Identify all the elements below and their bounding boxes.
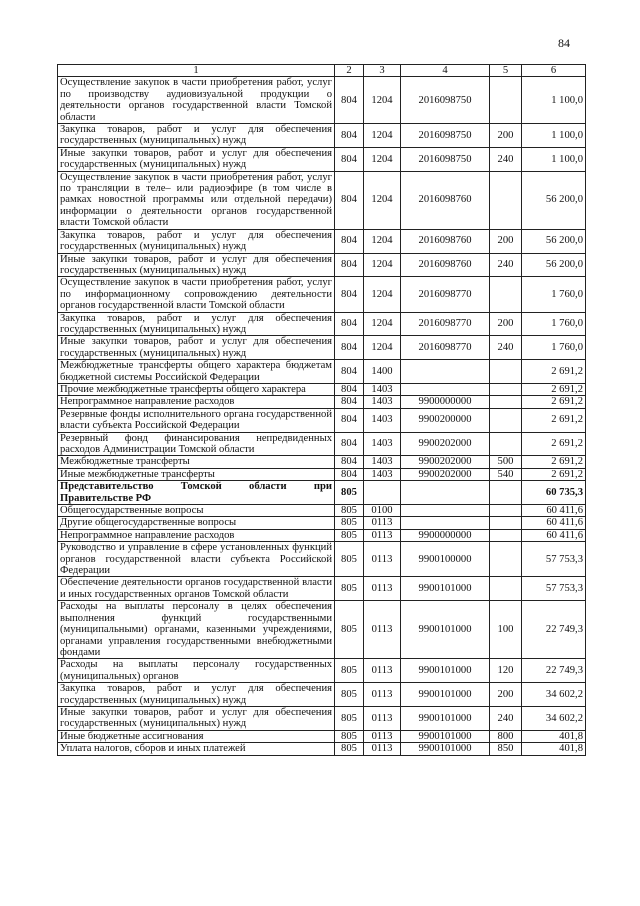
- row-target-code: 9900101000: [401, 601, 490, 659]
- row-amount: 2 691,2: [522, 360, 586, 384]
- row-amount: 60 411,6: [522, 517, 586, 529]
- row-ved-code: 804: [335, 336, 364, 360]
- row-ved-code: 804: [335, 408, 364, 432]
- row-target-code: 2016098770: [401, 312, 490, 336]
- header-cell: 5: [490, 65, 522, 77]
- row-expense-type: [490, 505, 522, 517]
- row-expense-type: [490, 542, 522, 577]
- row-amount: 1 760,0: [522, 277, 586, 312]
- header-cell: 6: [522, 65, 586, 77]
- row-expense-type: 120: [490, 659, 522, 683]
- table-row: [58, 542, 586, 577]
- row-target-code: 9900101000: [401, 706, 490, 730]
- row-target-code: 9900101000: [401, 659, 490, 683]
- row-amount: 60 735,3: [522, 481, 586, 505]
- row-expense-type: 240: [490, 253, 522, 277]
- row-target-code: [401, 505, 490, 517]
- row-name: Иные закупки товаров, работ и услуг для обеспечения государственных (муниципальных) нужд: [58, 147, 335, 171]
- row-expense-type: [490, 277, 522, 312]
- row-name: Иные закупки товаров, работ и услуг для обеспечения государственных (муниципальных) нужд: [58, 706, 335, 730]
- table-row: [58, 336, 586, 360]
- row-name: Представительство Томской области при Правительстве РФ: [58, 481, 335, 505]
- table-row: [58, 77, 586, 124]
- row-amount: 2 691,2: [522, 432, 586, 456]
- row-section-code: 0113: [364, 730, 401, 742]
- row-name: Резервный фонд финансирования непредвиденных расходов Администрации Томской области: [58, 432, 335, 456]
- budget-table: [57, 64, 586, 756]
- row-name: Закупка товаров, работ и услуг для обеспечения государственных (муниципальных) нужд: [58, 124, 335, 148]
- row-name: Непрограммное направление расходов: [58, 529, 335, 541]
- row-expense-type: 200: [490, 312, 522, 336]
- row-name: Руководство и управление в сфере установленных функций органов государственной власти субъекта Российской Федерации: [58, 542, 335, 577]
- row-ved-code: 805: [335, 517, 364, 529]
- row-ved-code: 804: [335, 383, 364, 395]
- table-row: [58, 124, 586, 148]
- table-row: [58, 601, 586, 659]
- table-row: [58, 171, 586, 229]
- row-target-code: 2016098760: [401, 171, 490, 229]
- row-ved-code: 805: [335, 542, 364, 577]
- row-section-code: [364, 481, 401, 505]
- table-row: [58, 468, 586, 480]
- row-target-code: 2016098750: [401, 124, 490, 148]
- row-target-code: 2016098760: [401, 229, 490, 253]
- row-section-code: 1204: [364, 77, 401, 124]
- row-section-code: 1400: [364, 360, 401, 384]
- row-name: Межбюджетные трансферты: [58, 456, 335, 468]
- row-section-code: 1204: [364, 336, 401, 360]
- row-expense-type: [490, 481, 522, 505]
- row-name: Иные межбюджетные трансферты: [58, 468, 335, 480]
- row-name: Обеспечение деятельности органов государственной власти и иных государственных органов Томской области: [58, 577, 335, 601]
- row-amount: 2 691,2: [522, 456, 586, 468]
- row-section-code: 1403: [364, 408, 401, 432]
- row-amount: 2 691,2: [522, 383, 586, 395]
- row-section-code: 1204: [364, 253, 401, 277]
- row-target-code: 2016098750: [401, 77, 490, 124]
- row-ved-code: 805: [335, 577, 364, 601]
- table-row: [58, 456, 586, 468]
- row-amount: 56 200,0: [522, 253, 586, 277]
- row-amount: 34 602,2: [522, 706, 586, 730]
- row-ved-code: 804: [335, 171, 364, 229]
- row-section-code: 1403: [364, 468, 401, 480]
- row-ved-code: 804: [335, 432, 364, 456]
- row-ved-code: 804: [335, 312, 364, 336]
- row-ved-code: 804: [335, 147, 364, 171]
- row-section-code: 0113: [364, 517, 401, 529]
- row-target-code: [401, 383, 490, 395]
- row-expense-type: 240: [490, 706, 522, 730]
- row-expense-type: 800: [490, 730, 522, 742]
- row-expense-type: [490, 171, 522, 229]
- table-row: [58, 706, 586, 730]
- row-section-code: 1403: [364, 396, 401, 408]
- table-row: [58, 743, 586, 755]
- row-target-code: [401, 517, 490, 529]
- row-section-code: 1204: [364, 171, 401, 229]
- row-section-code: 0113: [364, 659, 401, 683]
- table-row: [58, 577, 586, 601]
- row-amount: 57 753,3: [522, 577, 586, 601]
- row-ved-code: 805: [335, 529, 364, 541]
- row-section-code: 1403: [364, 383, 401, 395]
- row-target-code: 9900200000: [401, 408, 490, 432]
- row-target-code: 2016098750: [401, 147, 490, 171]
- row-amount: 401,8: [522, 730, 586, 742]
- row-name: Осуществление закупок в части приобретения работ, услуг по производству аудиовизуальной продукции о деятельности органов государственной власти Томской области: [58, 77, 335, 124]
- row-ved-code: 804: [335, 229, 364, 253]
- row-name: Межбюджетные трансферты общего характера бюджетам бюджетной системы Российской Федерации: [58, 360, 335, 384]
- row-name: Резервные фонды исполнительного органа государственной власти субъекта Российской Федерации: [58, 408, 335, 432]
- table-row: [58, 481, 586, 505]
- table-row: [58, 360, 586, 384]
- table-row: [58, 229, 586, 253]
- row-target-code: 2016098770: [401, 336, 490, 360]
- row-section-code: 0113: [364, 577, 401, 601]
- row-section-code: 0113: [364, 601, 401, 659]
- row-amount: 2 691,2: [522, 408, 586, 432]
- row-ved-code: 805: [335, 683, 364, 707]
- row-amount: 1 760,0: [522, 336, 586, 360]
- table-row: [58, 730, 586, 742]
- row-name: Закупка товаров, работ и услуг для обеспечения государственных (муниципальных) нужд: [58, 312, 335, 336]
- row-section-code: 1204: [364, 147, 401, 171]
- row-section-code: 0113: [364, 743, 401, 755]
- header-row: [58, 65, 586, 77]
- row-name: Прочие межбюджетные трансферты общего характера: [58, 383, 335, 395]
- row-amount: 34 602,2: [522, 683, 586, 707]
- row-target-code: 9900101000: [401, 683, 490, 707]
- row-ved-code: 805: [335, 601, 364, 659]
- row-name: Осуществление закупок в части приобретения работ, услуг по трансляции в теле– или радиоэфире (в том числе в рамках новостной программы или отдельной передачи) информации о деятельности органов государственной власти Томской области: [58, 171, 335, 229]
- row-expense-type: 500: [490, 456, 522, 468]
- row-amount: 1 100,0: [522, 124, 586, 148]
- row-target-code: 9900101000: [401, 730, 490, 742]
- row-target-code: 9900000000: [401, 396, 490, 408]
- row-expense-type: [490, 360, 522, 384]
- row-ved-code: 804: [335, 396, 364, 408]
- row-ved-code: 805: [335, 706, 364, 730]
- row-ved-code: 804: [335, 360, 364, 384]
- row-name: Уплата налогов, сборов и иных платежей: [58, 743, 335, 755]
- row-target-code: 9900000000: [401, 529, 490, 541]
- row-amount: 56 200,0: [522, 229, 586, 253]
- row-ved-code: 804: [335, 456, 364, 468]
- table-row: [58, 683, 586, 707]
- row-section-code: 0113: [364, 706, 401, 730]
- row-amount: 60 411,6: [522, 529, 586, 541]
- row-section-code: 1403: [364, 456, 401, 468]
- row-target-code: 2016098770: [401, 277, 490, 312]
- row-ved-code: 804: [335, 253, 364, 277]
- row-target-code: 9900100000: [401, 542, 490, 577]
- row-section-code: 1204: [364, 229, 401, 253]
- row-expense-type: 540: [490, 468, 522, 480]
- header-cell: 3: [364, 65, 401, 77]
- row-section-code: 1204: [364, 124, 401, 148]
- table-row: [58, 432, 586, 456]
- row-expense-type: [490, 517, 522, 529]
- header-cell: 2: [335, 65, 364, 77]
- row-target-code: 9900101000: [401, 577, 490, 601]
- row-target-code: [401, 360, 490, 384]
- row-ved-code: 805: [335, 481, 364, 505]
- row-target-code: 9900202000: [401, 456, 490, 468]
- row-expense-type: 200: [490, 229, 522, 253]
- table-row: [58, 277, 586, 312]
- row-name: Другие общегосударственные вопросы: [58, 517, 335, 529]
- table-row: [58, 408, 586, 432]
- row-target-code: 9900202000: [401, 432, 490, 456]
- row-expense-type: 850: [490, 743, 522, 755]
- header-cell: 1: [58, 65, 335, 77]
- page-number: 84: [558, 36, 570, 50]
- table-row: [58, 396, 586, 408]
- row-amount: 57 753,3: [522, 542, 586, 577]
- table-row: [58, 505, 586, 517]
- row-name: Иные бюджетные ассигнования: [58, 730, 335, 742]
- row-expense-type: 100: [490, 601, 522, 659]
- row-section-code: 1204: [364, 312, 401, 336]
- row-target-code: 2016098760: [401, 253, 490, 277]
- row-amount: 2 691,2: [522, 396, 586, 408]
- row-amount: 1 760,0: [522, 312, 586, 336]
- row-section-code: 0113: [364, 683, 401, 707]
- table-row: [58, 312, 586, 336]
- row-target-code: 9900101000: [401, 743, 490, 755]
- row-amount: 1 100,0: [522, 77, 586, 124]
- row-amount: 2 691,2: [522, 468, 586, 480]
- row-expense-type: [490, 529, 522, 541]
- row-expense-type: [490, 408, 522, 432]
- row-section-code: 0113: [364, 529, 401, 541]
- row-amount: 60 411,6: [522, 505, 586, 517]
- row-expense-type: 200: [490, 124, 522, 148]
- row-expense-type: [490, 383, 522, 395]
- row-amount: 56 200,0: [522, 171, 586, 229]
- row-amount: 22 749,3: [522, 659, 586, 683]
- row-expense-type: [490, 77, 522, 124]
- row-name: Осуществление закупок в части приобретения работ, услуг по информационному сопровождению деятельности органов государственной власти Томской области: [58, 277, 335, 312]
- row-section-code: 1204: [364, 277, 401, 312]
- row-amount: 1 100,0: [522, 147, 586, 171]
- table-row: [58, 253, 586, 277]
- table-row: [58, 517, 586, 529]
- row-ved-code: 805: [335, 743, 364, 755]
- header-cell: 4: [401, 65, 490, 77]
- row-target-code: 9900202000: [401, 468, 490, 480]
- row-name: Закупка товаров, работ и услуг для обеспечения государственных (муниципальных) нужд: [58, 683, 335, 707]
- row-amount: 22 749,3: [522, 601, 586, 659]
- row-name: Иные закупки товаров, работ и услуг для обеспечения государственных (муниципальных) нужд: [58, 336, 335, 360]
- row-expense-type: [490, 432, 522, 456]
- row-ved-code: 804: [335, 468, 364, 480]
- table-row: [58, 383, 586, 395]
- table-row: [58, 147, 586, 171]
- row-name: Расходы на выплаты персоналу государственных (муниципальных) органов: [58, 659, 335, 683]
- row-section-code: 1403: [364, 432, 401, 456]
- row-amount: 401,8: [522, 743, 586, 755]
- row-ved-code: 805: [335, 659, 364, 683]
- row-expense-type: [490, 396, 522, 408]
- row-ved-code: 805: [335, 505, 364, 517]
- row-name: Расходы на выплаты персоналу в целях обеспечения выполнения функций государственными (муниципальными) органами, казенными учреждениями, органами управления государственными внебюджетными фондами: [58, 601, 335, 659]
- row-ved-code: 804: [335, 124, 364, 148]
- row-name: Иные закупки товаров, работ и услуг для обеспечения государственных (муниципальных) нужд: [58, 253, 335, 277]
- row-name: Непрограммное направление расходов: [58, 396, 335, 408]
- row-ved-code: 805: [335, 730, 364, 742]
- row-ved-code: 804: [335, 277, 364, 312]
- row-expense-type: 200: [490, 683, 522, 707]
- row-expense-type: 240: [490, 336, 522, 360]
- row-name: Общегосударственные вопросы: [58, 505, 335, 517]
- row-target-code: [401, 481, 490, 505]
- row-ved-code: 804: [335, 77, 364, 124]
- row-expense-type: [490, 577, 522, 601]
- row-expense-type: 240: [490, 147, 522, 171]
- row-section-code: 0113: [364, 542, 401, 577]
- table-row: [58, 659, 586, 683]
- row-name: Закупка товаров, работ и услуг для обеспечения государственных (муниципальных) нужд: [58, 229, 335, 253]
- row-section-code: 0100: [364, 505, 401, 517]
- table-row: [58, 529, 586, 541]
